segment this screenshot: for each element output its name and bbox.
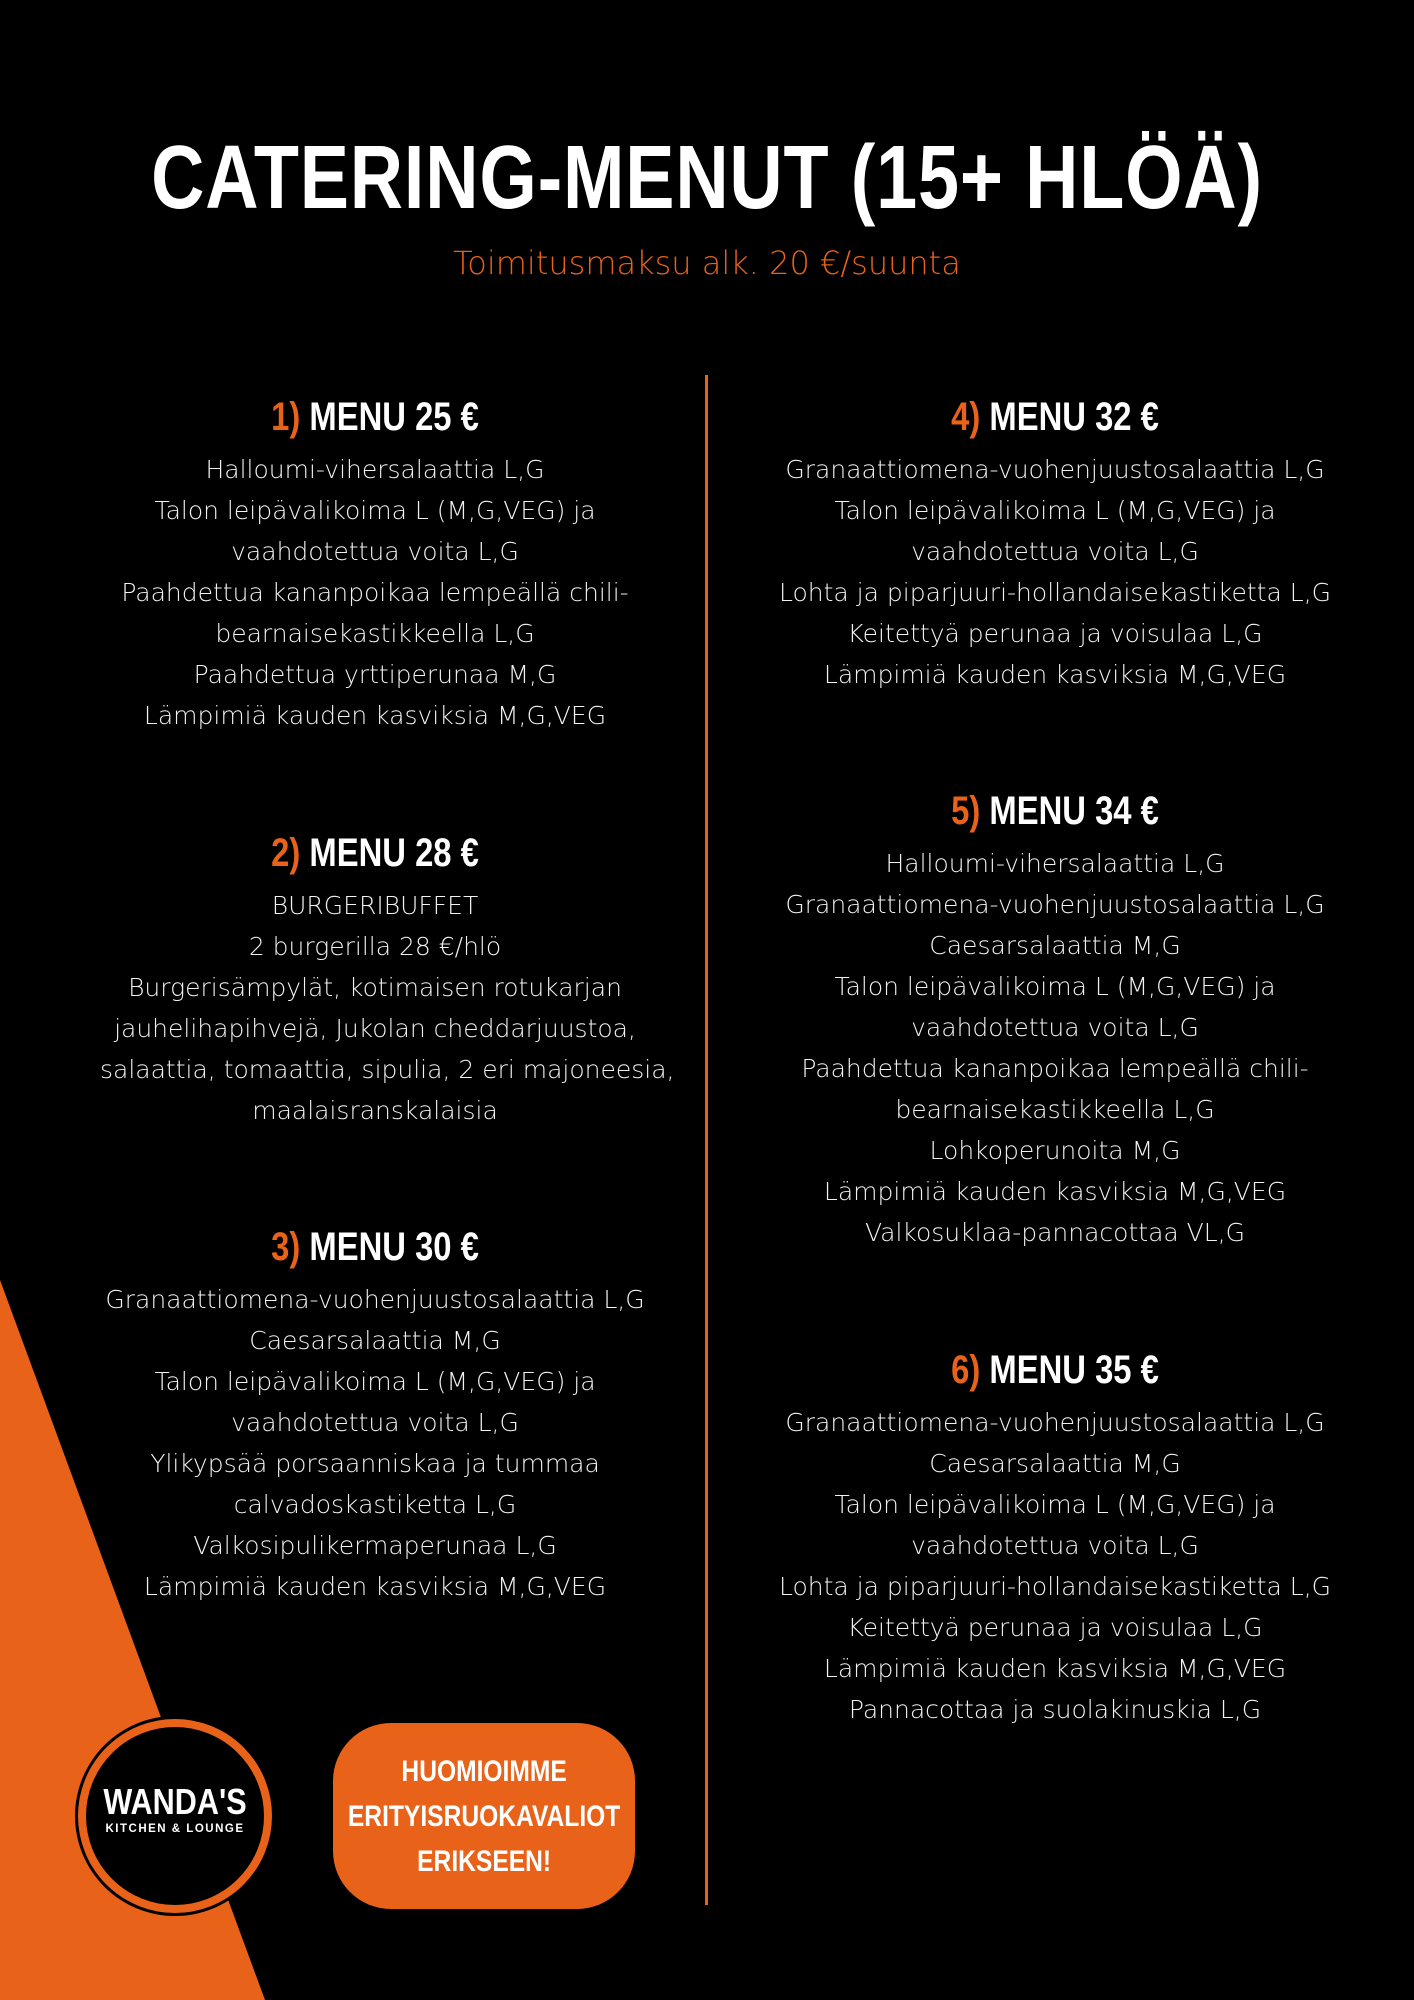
menu-item: Granaattiomena-vuohenjuustosalaattia L,G bbox=[785, 455, 1325, 484]
menu-6 bbox=[775, 1346, 1335, 1730]
menu-item: Talon leipävalikoima L (M,G,VEG) ja bbox=[834, 496, 1276, 525]
menu-item: vaahdotettua voita L,G bbox=[911, 1531, 1199, 1560]
menu-item: Burgerisämpylät, kotimaisen rotukarjan bbox=[128, 973, 622, 1002]
menu-1 bbox=[100, 393, 650, 736]
menu-number: 2) bbox=[271, 831, 301, 875]
menu-item: 2 burgerilla 28 €/hlö bbox=[248, 932, 502, 961]
menu-item: Lämpimiä kauden kasviksia M,G,VEG bbox=[823, 1654, 1287, 1683]
menu-item: Lämpimiä kauden kasviksia M,G,VEG bbox=[143, 1572, 607, 1601]
menu-item: Keitettyä perunaa ja voisulaa L,G bbox=[847, 619, 1263, 648]
menu-number: 5) bbox=[951, 789, 981, 833]
menu-item: salaattia, tomaattia, sipulia, 2 eri majoneesia, bbox=[100, 1055, 675, 1084]
menu-heading bbox=[150, 829, 601, 877]
menu-item: vaahdotettua voita L,G bbox=[231, 1408, 519, 1437]
menu-heading bbox=[825, 393, 1284, 441]
menu-3 bbox=[100, 1223, 650, 1607]
menu-item: Talon leipävalikoima L (M,G,VEG) ja bbox=[834, 972, 1276, 1001]
menu-item: maalaisranskalaisia bbox=[252, 1096, 498, 1125]
menu-2 bbox=[100, 829, 675, 1131]
menu-price-title: MENU 32 € bbox=[980, 395, 1159, 439]
menu-item: vaahdotettua voita L,G bbox=[911, 537, 1199, 566]
menu-item: calvadoskastiketta L,G bbox=[233, 1490, 517, 1519]
menu-4 bbox=[775, 393, 1335, 695]
menu-item: Ylikypsää porsaanniskaa ja tummaa bbox=[150, 1449, 600, 1478]
menu-price-title: MENU 35 € bbox=[980, 1348, 1159, 1392]
menu-item: Lämpimiä kauden kasviksia M,G,VEG bbox=[823, 1177, 1287, 1206]
logo-tagline: KITCHEN & LOUNGE bbox=[105, 1823, 245, 1835]
menu-number: 6) bbox=[951, 1348, 981, 1392]
menu-item: Granaattiomena-vuohenjuustosalaattia L,G bbox=[785, 890, 1325, 919]
menu-item: jauhelihapihvejä, Jukolan cheddarjuustoa, bbox=[114, 1014, 636, 1043]
menu-item: vaahdotettua voita L,G bbox=[231, 537, 519, 566]
menu-item: Paahdettua yrttiperunaa M,G bbox=[193, 660, 557, 689]
menu-item: Granaattiomena-vuohenjuustosalaattia L,G bbox=[105, 1285, 645, 1314]
menu-heading bbox=[825, 787, 1284, 835]
menu-items bbox=[775, 449, 1335, 695]
dietary-notice-badge bbox=[333, 1723, 635, 1909]
page-title: CATERING-MENUT (15+ HLÖÄ) bbox=[151, 128, 1263, 228]
menu-item: bearnaisekastikkeella L,G bbox=[215, 619, 535, 648]
menu-heading bbox=[150, 393, 601, 441]
menu-item: Halloumi-vihersalaattia L,G bbox=[205, 455, 545, 484]
menu-items bbox=[775, 1402, 1335, 1730]
menu-item: Caesarsalaattia M,G bbox=[929, 931, 1181, 960]
menu-item: Keitettyä perunaa ja voisulaa L,G bbox=[847, 1613, 1263, 1642]
menu-item: Valkosipulikermaperunaa L,G bbox=[193, 1531, 557, 1560]
menu-item: Caesarsalaattia M,G bbox=[249, 1326, 501, 1355]
menu-item: Lämpimiä kauden kasviksia M,G,VEG bbox=[143, 701, 607, 730]
logo-text bbox=[72, 1783, 278, 1837]
menu-heading bbox=[825, 1346, 1284, 1394]
menu-item: Lohta ja piparjuuri-hollandaisekastiketta L,G bbox=[778, 1572, 1332, 1601]
logo-name: WANDA'S bbox=[103, 1781, 247, 1822]
menu-price-title: MENU 30 € bbox=[300, 1225, 479, 1269]
menu-item: Paahdettua kananpoikaa lempeällä chili- bbox=[801, 1054, 1309, 1083]
menu-item: Valkosuklaa-pannacottaa VL,G bbox=[864, 1218, 1246, 1247]
menu-item: BURGERIBUFFET bbox=[271, 891, 479, 920]
menu-items bbox=[100, 449, 650, 736]
delivery-fee-subtitle: Toimitusmaksu alk. 20 €/suunta bbox=[453, 244, 961, 282]
menu-number: 3) bbox=[271, 1225, 301, 1269]
menu-items bbox=[100, 1279, 650, 1607]
dietary-notice-text: HUOMIOIMME ERITYISRUOKAVALIOT ERIKSEEN! bbox=[347, 1754, 621, 1878]
menu-price-title: MENU 28 € bbox=[300, 831, 479, 875]
menu-price-title: MENU 34 € bbox=[980, 789, 1159, 833]
menu-item: Caesarsalaattia M,G bbox=[929, 1449, 1181, 1478]
menu-item: vaahdotettua voita L,G bbox=[911, 1013, 1199, 1042]
menu-item: Lohkoperunoita M,G bbox=[929, 1136, 1181, 1165]
menu-item: Granaattiomena-vuohenjuustosalaattia L,G bbox=[785, 1408, 1325, 1437]
menu-5 bbox=[775, 787, 1335, 1253]
menu-item: Lämpimiä kauden kasviksia M,G,VEG bbox=[823, 660, 1287, 689]
menu-number: 1) bbox=[271, 395, 301, 439]
menu-item: Talon leipävalikoima L (M,G,VEG) ja bbox=[154, 496, 596, 525]
menu-number: 4) bbox=[951, 395, 981, 439]
column-divider bbox=[705, 375, 708, 1905]
menu-price-title: MENU 25 € bbox=[300, 395, 479, 439]
menu-item: Pannacottaa ja suolakinuskia L,G bbox=[848, 1695, 1262, 1724]
menu-items bbox=[775, 843, 1335, 1253]
menu-item: Paahdettua kananpoikaa lempeällä chili- bbox=[121, 578, 629, 607]
menu-item: Lohta ja piparjuuri-hollandaisekastiketta L,G bbox=[778, 578, 1332, 607]
menu-heading bbox=[150, 1223, 601, 1271]
menu-item: bearnaisekastikkeella L,G bbox=[895, 1095, 1215, 1124]
menu-item: Talon leipävalikoima L (M,G,VEG) ja bbox=[834, 1490, 1276, 1519]
menu-item: Talon leipävalikoima L (M,G,VEG) ja bbox=[154, 1367, 596, 1396]
menu-items bbox=[100, 885, 675, 1131]
menu-item: Halloumi-vihersalaattia L,G bbox=[885, 849, 1225, 878]
